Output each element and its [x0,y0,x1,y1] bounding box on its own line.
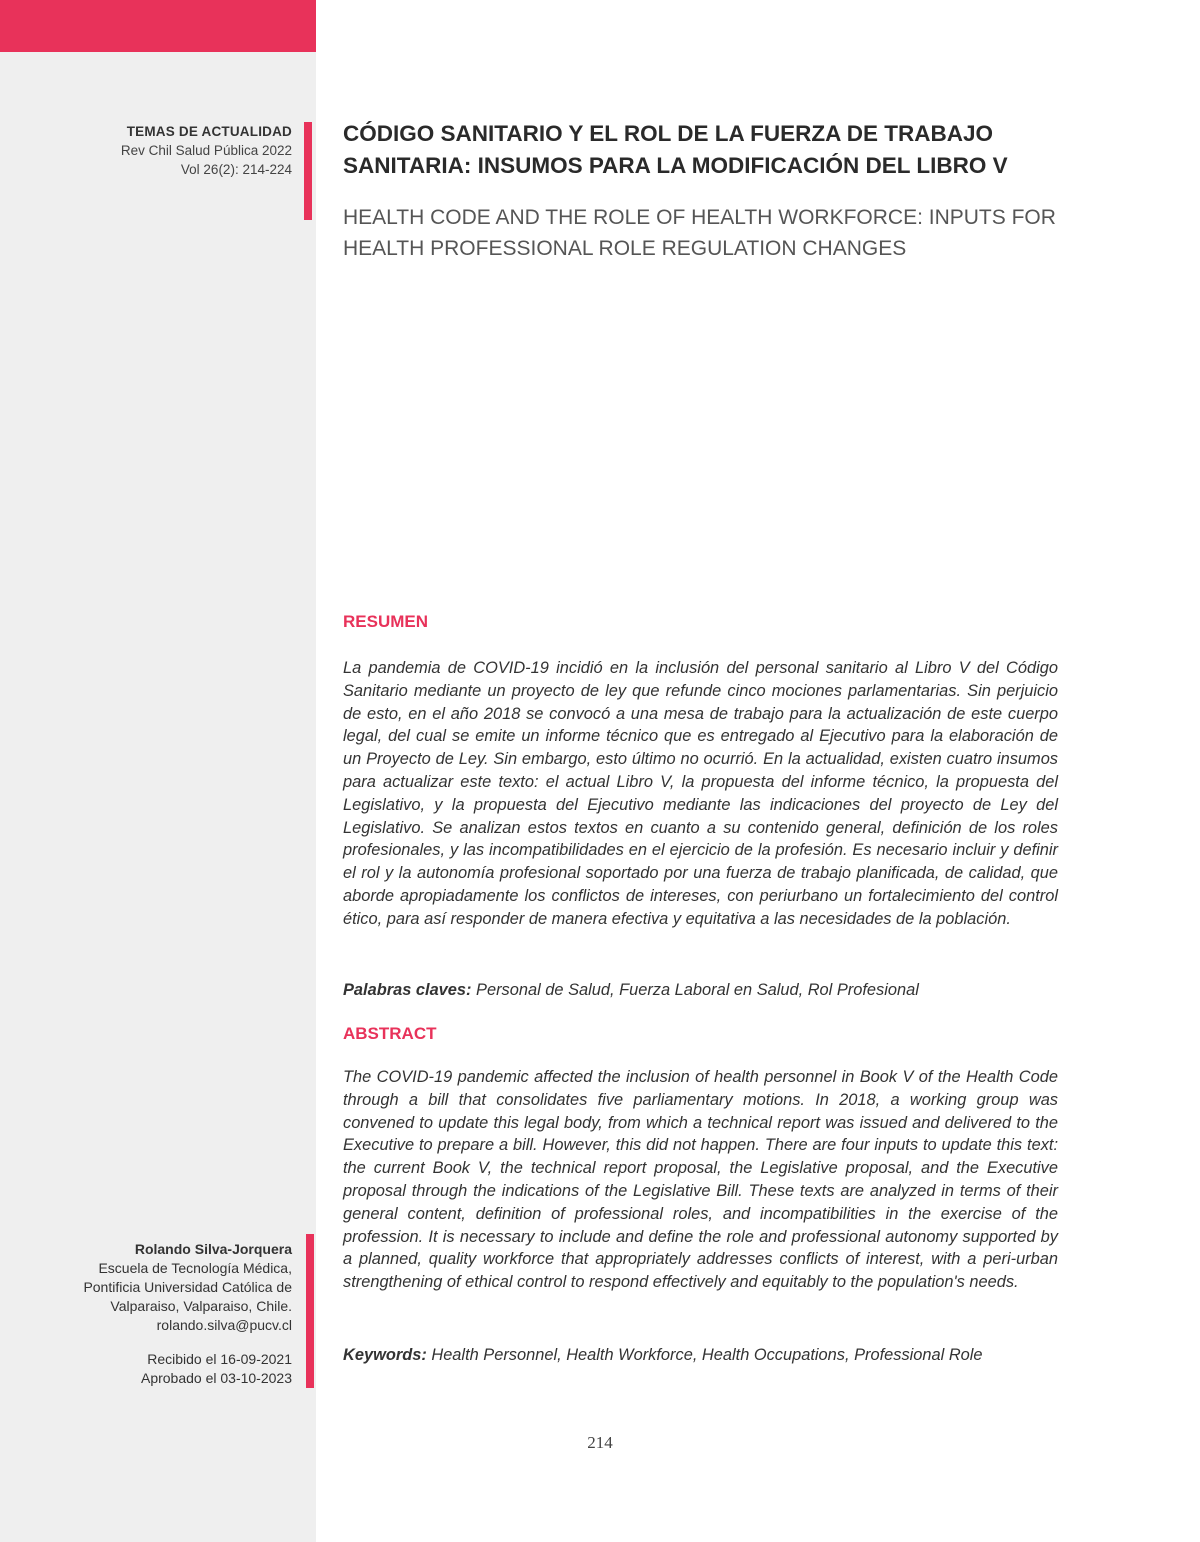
meta-accent-bar [304,122,312,220]
resumen-keywords [343,979,1058,1002]
author-block [22,1240,292,1335]
section-label: TEMAS DE ACTUALIDAD [126,124,292,139]
keywords-label: Palabras claves: [343,981,472,999]
author-affiliation: Pontificia Universidad Católica de [83,1279,292,1295]
resumen-heading: RESUMEN [343,612,429,631]
author-accent-bar [306,1234,314,1388]
abstract-text: The COVID-19 pandemic affected the inclusion of health personnel in Book V of the Health Code through a bill that consolidates five parliamentary motions. In 2018, a working group was convened to update this legal body, from which a technical report was issued and delivered to the Executive to prepare a bill. However, this did not happen. There are four inputs to update this text: the current Book V, the technical report proposal, the Legislative proposal, and the Executive proposal through the indications of the Legislative Bill. These texts are analyzed in terms of their general content, definition of professional roles, and incompatibilities in the exercise of the profession. It is necessary to include and define the role and professional autonomy supported by a planned, quality workforce that appropriately addresses conflicts of interest, with a peri-urban strengthening of ethical control to respond effectively and equitably to the population's needs. [343,1068,1058,1292]
article-dates [22,1350,292,1388]
author-email[interactable]: rolando.silva@pucv.cl [156,1317,292,1333]
received-date: Recibido el 16-09-2021 [147,1351,292,1367]
resumen-text: La pandemia de COVID-19 incidió en la inclusión del personal sanitario al Libro V del Código Sanitario mediante un proyecto de ley que refunde cinco mociones parlamentarias. Sin perjuicio de esto, en el año 2018 se convocó a una mesa de trabajo para la actualización de este cuerpo legal, del cual se emite un informe técnico que es entregado al Ejecutivo para la elaboración de un Proyecto de Ley. Sin embargo, esto último no ocurrió. En la actualidad, existen cuatro insumos para actualizar este texto: el actual Libro V, la propuesta del informe técnico, la propuesta del Legislativo, y la propuesta del Ejecutivo mediante las indicaciones del proyecto de Ley del Legislativo. Se analizan estos textos en cuanto a su contenido general, definición de los roles profesionales, y las incompatibilidades en el ejercicio de la profesión. Es necesario incluir y definir el rol y la autonomía profesional soportado por una fuerza de trabajo planificada, de calidad, que aborde apropiadamente los conflictos de intereses, con periurbano un fortalecimiento del control ético, para así responder de manera efectiva y equitativa a las necesidades de la población. [343,659,1058,928]
keywords-value: Personal de Salud, Fuerza Laboral en Salud, Rol Profesional [476,981,919,999]
abstract-heading: ABSTRACT [343,1024,437,1043]
journal-volume: Vol 26(2): 214-224 [180,162,292,177]
journal-name: Rev Chil Salud Pública 2022 [120,143,292,158]
author-name: Rolando Silva-Jorquera [134,1241,292,1257]
keywords-label: Keywords: [343,1346,427,1364]
top-accent-bar [0,0,316,52]
abstract-keywords [343,1344,1058,1367]
journal-meta [32,122,292,179]
page-number: 214 [587,1433,613,1452]
article-title-spanish: CÓDIGO SANITARIO Y EL ROL DE LA FUERZA DE TRABAJO SANITARIA: INSUMOS PARA LA MODIFICACIÓN DEL LIBRO V [343,121,1008,178]
article-title-english: HEALTH CODE AND THE ROLE OF HEALTH WORKFORCE: INPUTS FOR HEALTH PROFESSIONAL ROLE REGULATION CHANGES [343,206,1056,260]
author-affiliation: Valparaiso, Valparaiso, Chile. [110,1298,292,1314]
approved-date: Aprobado el 03-10-2023 [140,1370,292,1386]
author-affiliation: Escuela de Tecnología Médica, [98,1260,292,1276]
keywords-value: Health Personnel, Health Workforce, Health Occupations, Professional Role [431,1346,983,1364]
